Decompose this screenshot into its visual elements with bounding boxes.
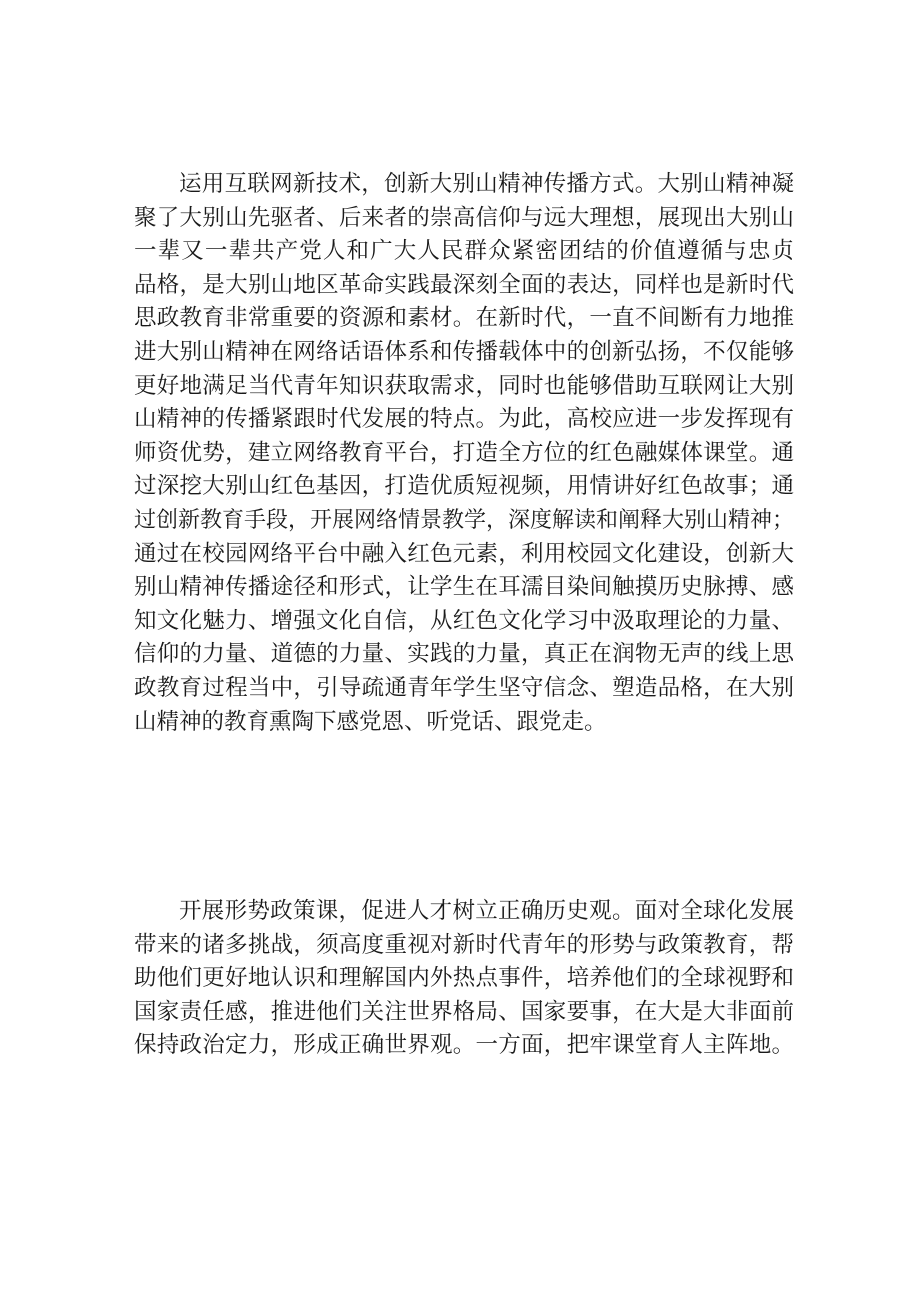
paragraph-line: 师资优势，建立网络教育平台，打造全方位的红色融媒体课堂。通 (134, 439, 794, 466)
paragraph-line: 运用互联网新技术，创新大别山精神传播方式。大别山精神凝 (179, 171, 794, 197)
paragraph-line: 更好地满足当代青年知识获取需求，同时也能够借助互联网让大别 (134, 372, 794, 399)
paragraph-line: 保持政治定力，形成正确世界观。一方面，把牢课堂育人主阵地。 (134, 1032, 794, 1059)
paragraph-line: 过创新教育手段，开展网络情景教学，深度解读和阐释大别山精神； (134, 507, 795, 533)
paragraph-line: 品格，是大别山地区革命实践最深刻全面的表达，同样也是新时代 (134, 271, 794, 298)
paragraph-1 (134, 168, 794, 739)
paragraph-line: 山精神的教育熏陶下感党恩、听党话、跟党走。 (134, 708, 607, 735)
paragraph-line: 别山精神传播途径和形式，让学生在耳濡目染间触摸历史脉搏、感 (134, 574, 794, 601)
paragraph-line: 一辈又一辈共产党人和广大人民群众紧密团结的价值遵循与忠贞 (134, 238, 794, 265)
paragraph-line: 开展形势政策课，促进人才树立正确历史观。面对全球化发展 (179, 898, 794, 924)
paragraph-line: 过深挖大别山红色基因，打造优质短视频，用情讲好红色故事；通 (134, 473, 794, 500)
paragraph-line: 带来的诸多挑战，须高度重视对新时代青年的形势与政策教育，帮 (134, 931, 794, 958)
paragraph-line: 知文化魅力、增强文化自信，从红色文化学习中汲取理论的力量、 (134, 607, 794, 634)
paragraph-line: 国家责任感，推进他们关注世界格局、国家要事，在大是大非面前 (134, 998, 794, 1025)
paragraph-line: 进大别山精神在网络话语体系和传播载体中的创新弘扬，不仅能够 (134, 338, 794, 365)
paragraph-line: 助他们更好地认识和理解国内外热点事件，培养他们的全球视野和 (134, 965, 794, 992)
paragraph-line: 聚了大别山先驱者、后来者的崇高信仰与远大理想，展现出大别山 (134, 204, 794, 231)
paragraph-line: 政教育过程当中，引导疏通青年学生坚守信念、塑造品格，在大别 (134, 674, 794, 701)
paragraph-line: 通过在校园网络平台中融入红色元素，利用校园文化建设，创新大 (134, 540, 794, 567)
paragraph-line: 信仰的力量、道德的力量、实践的力量，真正在润物无声的线上思 (134, 641, 794, 668)
paragraph-line: 山精神的传播紧跟时代发展的特点。为此，高校应进一步发挥现有 (134, 406, 794, 433)
paragraph-2 (134, 895, 794, 1063)
paragraph-line: 思政教育非常重要的资源和素材。在新时代，一直不间断有力地推 (134, 305, 794, 332)
